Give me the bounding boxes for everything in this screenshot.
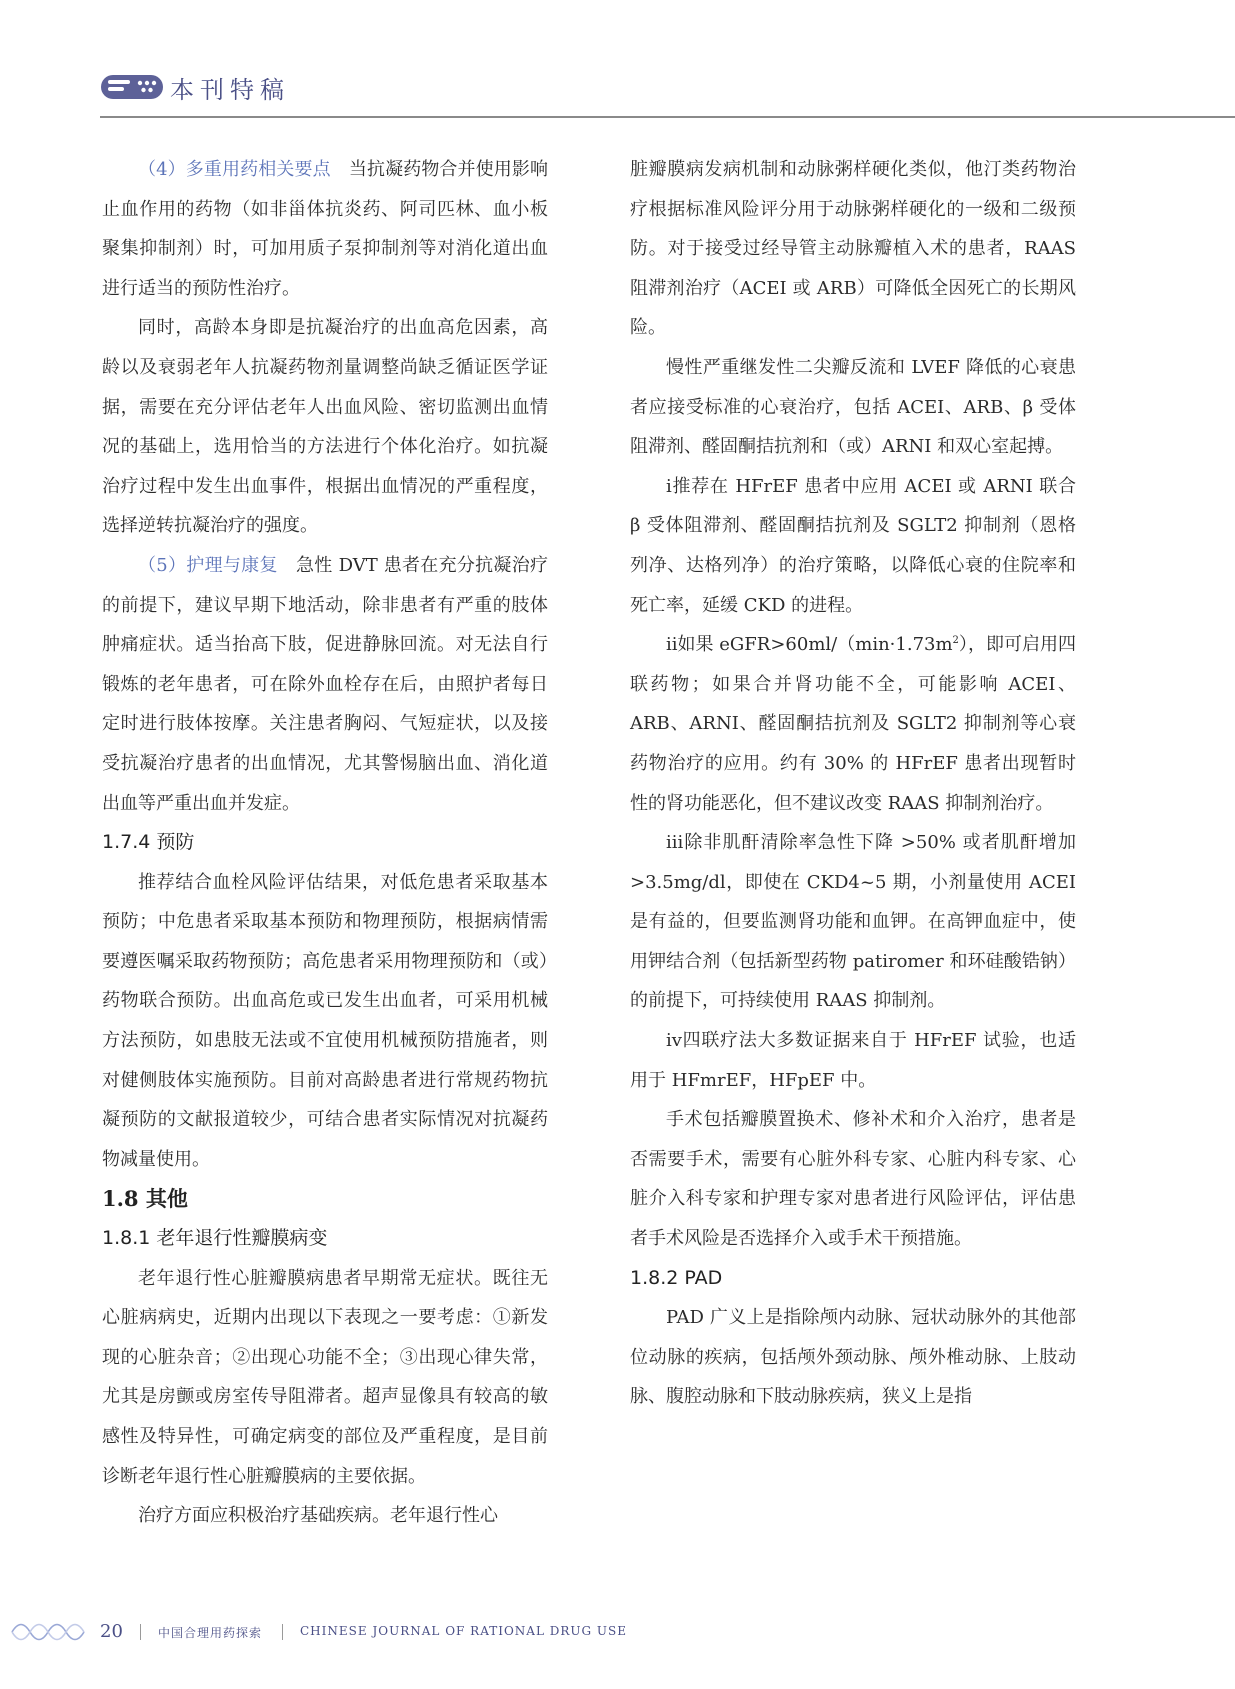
footer-divider xyxy=(140,1624,141,1640)
header-divider xyxy=(100,116,1235,118)
heading-1-8-2: 1.8.2 PAD xyxy=(630,1266,723,1289)
paragraph-item-iv: ⅳ四联疗法大多数证据来自于 HFrEF 试验，也适用于 HFmrEF，HFpEF 中。 xyxy=(630,1030,1076,1091)
paragraph-statin: 脏瓣膜病发病机制和动脉粥样硬化类似，他汀类药物治疗根据标准风险评分用于动脉粥样硬化的一级和二级预防。对于接受过经导管主动脉瓣植入术的患者，RAAS 阻滞剂治疗（ACEI 或 ARB）可降低全因死亡的长期风险。 xyxy=(630,159,1076,339)
paragraph-body: 当抗凝药物合并使用影响止血作用的药物（如非甾体抗炎药、阿司匹林、血小板聚集抑制剂）时，可加用质子泵抑制剂等对消化道出血进行适当的预防性治疗。 xyxy=(102,159,549,299)
heading-1-8-1: 1.8.1 老年退行性瓣膜病变 xyxy=(102,1227,328,1250)
paragraph-heart-failure: 慢性严重继发性二尖瓣反流和 LVEF 降低的心衰患者应接受标准的心衰治疗，包括 ACEI、ARB、β 受体阻滞剂、醛固酮拮抗剂和（或）ARNI 和双心室起搏。 xyxy=(630,356,1076,458)
heading-1-7-4: 1.7.4 预防 xyxy=(102,831,195,854)
paragraph-prevention: 推荐结合血栓风险评估结果，对低危患者采取基本预防；中危患者采取基本预防和物理预防，根据病情需要遵医嘱采取药物预防；高危患者采用物理预防和（或）药物联合预防。出血高危或已发生出血者，可采用机械方法预防，如患肢无法或不宜使用机械预防措施者，则对健侧肢体实施预防。目前对高龄患者进行常规药物抗凝预防的文献报道较少，可结合患者实际情况对抗凝药物减量使用。 xyxy=(102,871,548,1170)
footer-divider xyxy=(282,1624,283,1640)
right-column xyxy=(630,150,1076,1417)
page-footer xyxy=(0,1620,1235,1650)
paragraph-text: ），即可启用四联药物；如果合并肾功能不全，可能影响 ACEI、ARB、ARNI、醛固酮拮抗剂及 SGLT2 抑制剂等心衰药物治疗的应用。约有 30% 的 HFrEF 患者出现暂时性的肾功能恶化，但不建议改变 RAAS 抑制剂治疗。 xyxy=(630,634,1076,814)
journal-logo-icon xyxy=(100,72,164,102)
journal-name-en: CHINESE JOURNAL OF RATIONAL DRUG USE xyxy=(300,1624,628,1638)
dna-wave-icon xyxy=(10,1620,92,1644)
paragraph-surgery: 手术包括瓣膜置换术、修补术和介入治疗，患者是否需要手术，需要有心脏外科专家、心脏内科专家、心脏介入科专家和护理专家对患者进行风险评估，评估患者手术风险是否选择介入或手术干预措施。 xyxy=(630,1109,1076,1250)
page-header xyxy=(0,0,1235,118)
paragraph-elderly-bleeding: 同时，高龄本身即是抗凝治疗的出血高危因素，高龄以及衰弱老年人抗凝药物剂量调整尚缺乏循证医学证据，需要在充分评估老年人出血风险、密切监测出血情况的基础上，选用恰当的方法进行个体化治疗。如抗凝治疗过程中发生出血事件，根据出血情况的严重程度，选择逆转抗凝治疗的强度。 xyxy=(102,317,548,537)
paragraph-polypharmacy xyxy=(102,150,548,308)
paragraph-pad: PAD 广义上是指除颅内动脉、冠状动脉外的其他部位动脉的疾病，包括颅外颈动脉、颅外椎动脉、上肢动脉、腹腔动脉和下肢动脉疾病，狭义上是指 xyxy=(630,1307,1076,1408)
paragraph-item-iii: ⅲ除非肌酐清除率急性下降 >50% 或者肌酐增加 >3.5mg/dl，即使在 CKD4~5 期，小剂量使用 ACEI 是有益的，但要监测肾功能和血钾。在高钾血症中，使用钾结合剂（包括新型药物 patiromer 和环硅酸锆钠）的前提下，可持续使用 RAAS 抑制剂。 xyxy=(630,832,1076,1012)
paragraph-body: 急性 DVT 患者在充分抗凝治疗的前提下，建议早期下地活动，除非患者有严重的肢体肿痛症状。适当抬高下肢，促进静脉回流。对无法自行锻炼的老年患者，可在除外血栓存在后，由照护者每日定时进行肢体按摩。关注患者胸闷、气短症状，以及接受抗凝治疗患者的出血情况，尤其警惕脑出血、消化道出血等严重出血并发症。 xyxy=(102,554,549,814)
section-title: 本刊特稿 xyxy=(170,76,290,104)
superscript: 2 xyxy=(952,635,959,647)
journal-name-cn: 中国合理用药探索 xyxy=(158,1626,263,1640)
paragraph-text: ⅱ如果 eGFR>60ml/（min·1.73m xyxy=(666,634,953,656)
paragraph-item-ii xyxy=(630,625,1076,823)
paragraph-lead: （4）多重用药相关要点 xyxy=(138,159,331,180)
paragraph-treatment: 治疗方面应积极治疗基础疾病。老年退行性心 xyxy=(138,1505,498,1527)
heading-1-8: 1.8 其他 xyxy=(102,1186,188,1212)
paragraph-nursing xyxy=(102,546,548,823)
paragraph-item-i: ⅰ推荐在 HFrEF 患者中应用 ACEI 或 ARNI 联合 β 受体阻滞剂、醛固酮拮抗剂及 SGLT2 抑制剂（恩格列净、达格列净）的治疗策略，以降低心衰的住院率和死亡率，延缓 CKD 的进程。 xyxy=(630,475,1076,616)
page-number: 20 xyxy=(100,1621,123,1642)
paragraph-lead: （5）护理与康复 xyxy=(138,554,278,576)
left-column xyxy=(102,150,548,1536)
paragraph-valve-disease: 老年退行性心脏瓣膜病患者早期常无症状。既往无心脏病病史，近期内出现以下表现之一要考虑：①新发现的心脏杂音；②出现心功能不全；③出现心律失常，尤其是房颤或房室传导阻滞者。超声显像具有较高的敏感性及特异性，可确定病变的部位及严重程度，是目前诊断老年退行性心脏瓣膜病的主要依据。 xyxy=(102,1267,548,1487)
